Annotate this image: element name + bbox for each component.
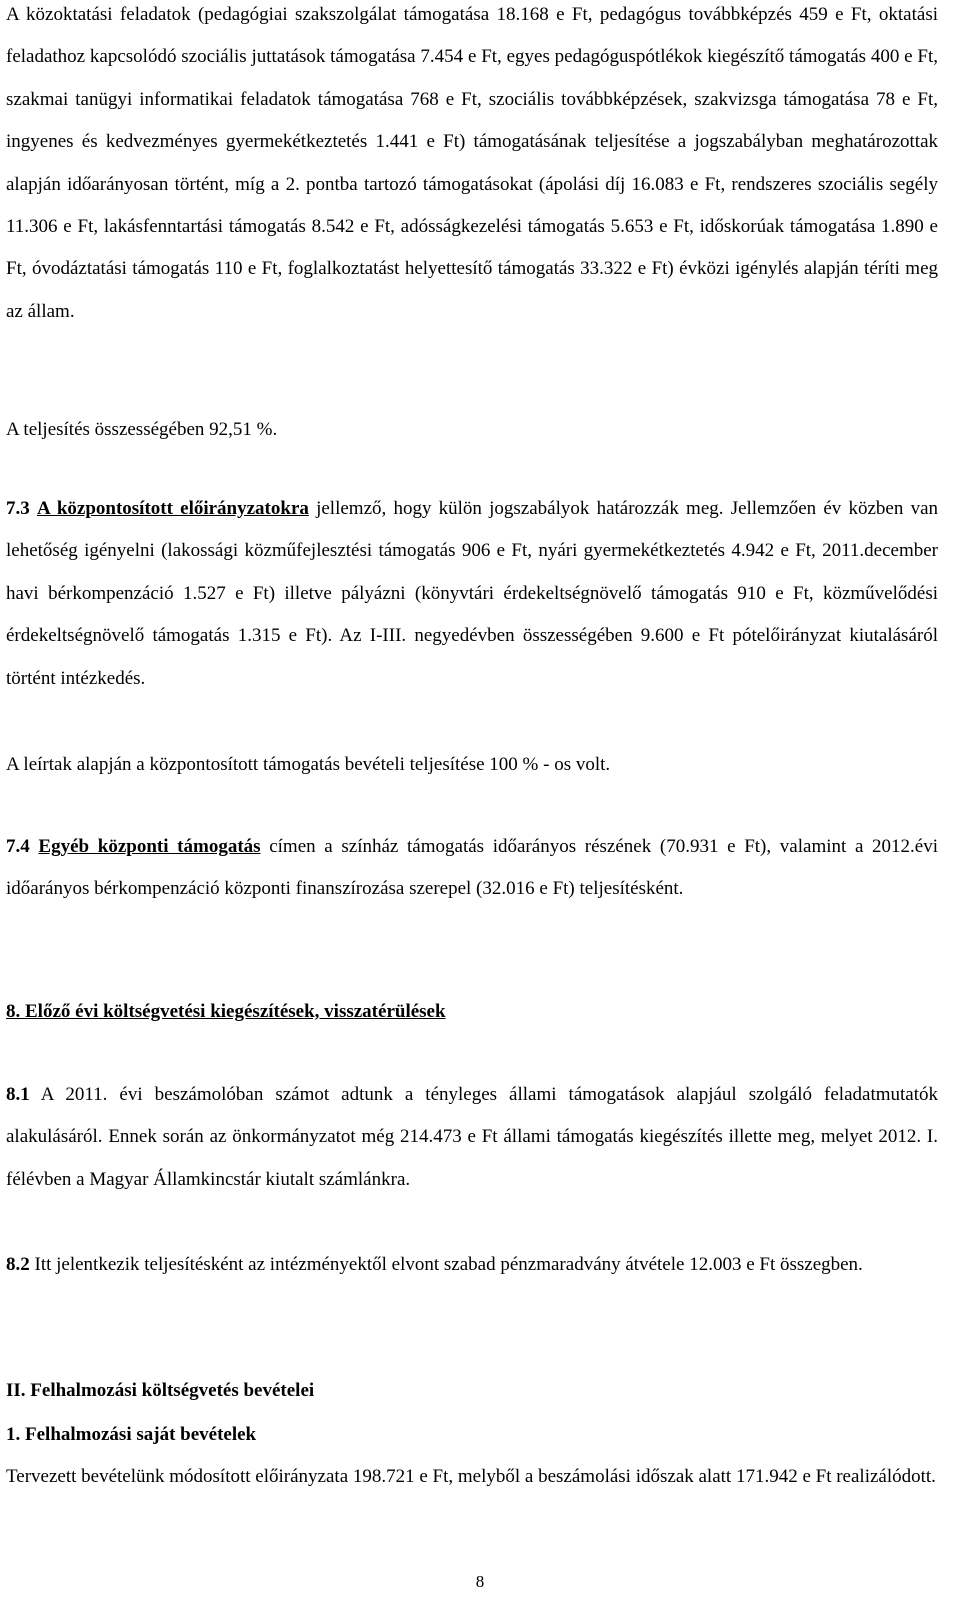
page-number: 8	[475, 1572, 485, 1591]
section-number-8-2: 8.2	[6, 1254, 30, 1275]
paragraph-teljesites-osszesen: A teljesítés összességében 92,51 %.	[6, 419, 278, 440]
paragraph-text: Itt jelentkezik teljesítésként az intézményektől elvont szabad pénzmaradvány átvétele 12.003 e Ft összegben.	[29, 1254, 863, 1275]
chapter-heading-felhalmozasi-koltsegvetes: II. Felhalmozási költségvetés bevételei	[6, 1380, 315, 1401]
paragraph-penzmaradvany	[6, 1244, 938, 1286]
section-number-8-1: 8.1	[6, 1084, 30, 1105]
section-number-7-4: 7.4	[6, 836, 30, 857]
section-number-7-3: 7.3	[6, 498, 30, 519]
section-heading-8: 8. Előző évi költségvetési kiegészítések, visszatérülések	[6, 1001, 446, 1022]
paragraph-text: jellemző, hogy külön jogszabályok határozzák meg. Jellemzően év közben van lehetőség igényelni (lakossági közműfejlesztési támogatás 906 e Ft, nyári gyermekétkeztetés 4.942 e Ft, 2011.december havi bérkompenzáció 1.527 e Ft) illetve pályázni (könyvtári érdekeltségnövelő támogatás 910 e Ft, közművelődési érdekeltségnövelő támogatás 1.315 e Ft). Az I-III. negyedévben összességében 9.600 e Ft pótelőirányzat kiutalásáról történt intézkedés.	[6, 498, 938, 689]
paragraph-kozpontositott-eloiranyzatok	[6, 488, 938, 700]
paragraph-kozoktatasi-feladatok: A közoktatási feladatok (pedagógiai szakszolgálat támogatása 18.168 e Ft, pedagógus továbbképzés 459 e Ft, oktatási feladathoz kapcsolódó szociális juttatások támogatása 7.454 e Ft, egyes pedagóguspótlékok kiegészítő támogatás 400 e Ft, szakmai tanügyi informatikai feladatok támogatása 768 e Ft, szociális továbbképzések, szakvizsga támogatása 78 e Ft, ingyenes és kedvezményes gyermekétkeztetés 1.441 e Ft) támogatásának teljesítése a jogszabályban meghatározottak alapján időarányosan történt, míg a 2. pontba tartozó támogatásokat (ápolási díj 16.083 e Ft, rendszeres szociális segély 11.306 e Ft, lakásfenntartási támogatás 8.542 e Ft, adósságkezelési támogatás 5.653 e Ft, időskorúak támogatása 1.890 e Ft, óvodáztatási támogatás 110 e Ft, foglalkoztatást helyettesítő támogatás 33.322 e Ft) évközi igénylés alapján téríti meg az állam.	[6, 4, 938, 322]
paragraph-2011-beszamolo	[6, 1074, 938, 1201]
paragraph-tervezett-bevetel: Tervezett bevételünk módosított előirányzata 198.721 e Ft, melyből a beszámolási időszak alatt 171.942 e Ft realizálódott.	[6, 1466, 936, 1487]
term-egyeb-kozponti-tamogatas: Egyéb központi támogatás	[38, 836, 261, 857]
paragraph-kozpontositott-teljesites: A leírtak alapján a központosított támogatás bevételi teljesítése 100 % - os volt.	[6, 754, 611, 775]
term-kozpontositott-eloiranyzatok: A központosított előirányzatokra	[36, 498, 309, 519]
paragraph-text: címen a színház támogatás időarányos részének (70.931 e Ft), valamint a 2012.évi időarányos bérkompenzáció központi finanszírozása szerepel (32.016 e Ft) teljesítésként.	[6, 836, 938, 900]
paragraph-text: A 2011. évi beszámolóban számot adtunk a tényleges állami támogatások alapjául szolgáló feladatmutatók alakulásáról. Ennek során az önkormányzatot még 214.473 e Ft állami támogatás kiegészítés illette meg, melyet 2012. I. félévben a Magyar Államkincstár kiutalt számlánkra.	[6, 1084, 938, 1190]
section-heading-felhalmozasi-sajat-bevetelek: 1. Felhalmozási saját bevételek	[6, 1424, 257, 1445]
paragraph-egyeb-kozponti-tamogatas	[6, 826, 938, 911]
